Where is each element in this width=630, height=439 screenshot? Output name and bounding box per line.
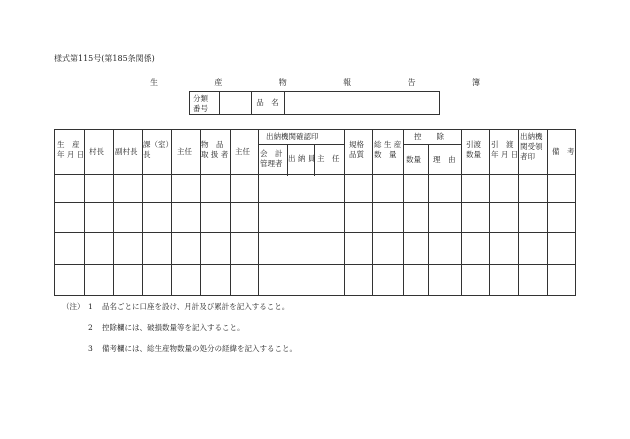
form-number: 様式第115号(第185条関係) [54, 54, 155, 63]
header-chief: 主任 [177, 147, 192, 156]
classification-number-field[interactable] [220, 92, 252, 114]
title-char: 生 [150, 78, 158, 87]
production-report-table [54, 129, 576, 296]
header-transfer-date: 引 渡 年 月 日 [491, 140, 519, 159]
header-goods-handler: 物 品 取 扱 者 [201, 140, 229, 159]
product-name-box [189, 91, 440, 115]
header-deduction-qty: 数量 [406, 155, 421, 164]
title-char: 物 [278, 78, 287, 87]
product-name-label: 品 名 [251, 92, 285, 114]
header-accountant: 会 計 管理者 [260, 149, 283, 168]
header-total-production: 総 生 産 数 量 [374, 140, 402, 159]
header-remarks: 備 考 [552, 147, 575, 156]
header-deduction: 控 除 [414, 132, 444, 141]
header-transfer-qty: 引渡 数量 [466, 140, 481, 159]
title-char: 産 [214, 78, 223, 87]
header-cashier-confirmation: 出納機関確認印 [266, 132, 319, 141]
note-number: 1 [88, 302, 93, 311]
classification-label [190, 92, 220, 114]
classification-label-line2: 番号 [193, 104, 208, 113]
document-title [150, 77, 480, 88]
note-text: 品名ごとに口座を設け、月計及び累計を記入すること。 [102, 302, 290, 311]
title-char: 告 [407, 78, 416, 87]
header-chief-2: 主任 [235, 147, 250, 156]
note-text: 備考欄には、総生産物数量の処分の経緯を記入すること。 [102, 344, 297, 353]
note-text: 控除欄には、破損数量等を記入すること。 [102, 323, 245, 332]
header-deduction-reason: 理 由 [433, 155, 456, 164]
classification-label-line1: 分類 [193, 94, 208, 103]
note-number: 2 [88, 323, 93, 332]
header-section-chief: 課（室） 長 [143, 140, 173, 159]
title-char: 簿 [471, 78, 480, 87]
header-cashier: 出 納 員 [288, 154, 316, 163]
header-spec-quality: 規格 品質 [349, 140, 364, 159]
notes-label: （注） [62, 302, 85, 311]
header-village-head: 村長 [89, 147, 104, 156]
header-cashier-chief: 主 任 [317, 154, 340, 163]
header-production-date: 生 産 年 月 日 [57, 140, 85, 159]
header-deputy-village-head: 副村長 [115, 147, 138, 156]
header-receiver-seal: 出納機 関受領 者印 [520, 132, 543, 161]
title-char: 報 [343, 78, 352, 87]
note-number: 3 [88, 344, 93, 353]
